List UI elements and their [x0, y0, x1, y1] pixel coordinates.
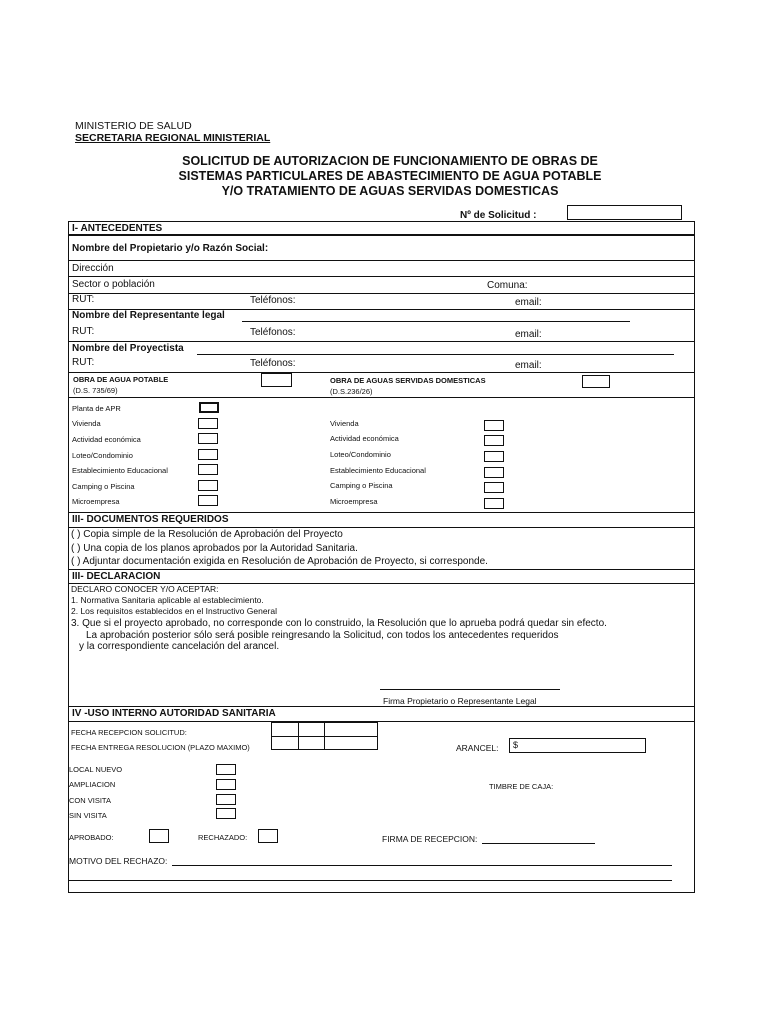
firma-recepcion-label: FIRMA DE RECEPCION: [382, 834, 478, 844]
aguas-servidas-label: OBRA DE AGUAS SERVIDAS DOMESTICAS [330, 376, 486, 385]
rut-label-1: RUT: [72, 294, 95, 305]
local-nuevo-checkbox[interactable] [216, 764, 236, 775]
title-line-3: Y/O TRATAMIENTO DE AGUAS SERVIDAS DOMESTICAS [221, 184, 559, 198]
document-item-1[interactable]: ( ) Copia simple de la Resolución de Aprobación del Proyecto [71, 529, 343, 540]
aguas-servidas-option-label: Actividad económica [330, 434, 399, 443]
form-title [150, 154, 630, 199]
owner-name-label: Nombre del Propietario y/o Razón Social: [72, 243, 269, 254]
con-visita-checkbox[interactable] [216, 794, 236, 805]
agua-potable-option-checkbox[interactable] [198, 480, 218, 491]
agua-potable-ds: (D.S. 735/69) [73, 386, 118, 395]
email-label-2: email: [515, 329, 542, 340]
agua-potable-option-label: Vivienda [72, 419, 101, 428]
currency-symbol: $ [513, 740, 519, 750]
agua-potable-option-label: Microempresa [72, 497, 120, 506]
email-label-3: email: [515, 360, 542, 371]
sin-visita-checkbox[interactable] [216, 808, 236, 819]
aguas-servidas-option-label: Camping o Piscina [330, 481, 393, 490]
motivo-rechazo-label: MOTIVO DEL RECHAZO: [69, 856, 168, 866]
agua-potable-option-label: Actividad económica [72, 435, 141, 444]
legal-rep-label: Nombre del Representante legal [72, 310, 225, 321]
aguas-servidas-option-checkbox[interactable] [484, 498, 504, 509]
agua-potable-option-checkbox[interactable] [198, 418, 218, 429]
aguas-servidas-option-checkbox[interactable] [484, 435, 504, 446]
section-uso-interno-heading: IV -USO INTERNO AUTORIDAD SANITARIA [72, 708, 276, 719]
agua-potable-option-label: Planta de APR [72, 404, 121, 413]
section-documentos-heading: III- DOCUMENTOS REQUERIDOS [72, 514, 229, 525]
aguas-servidas-option-label: Loteo/Condominio [330, 450, 391, 459]
aguas-servidas-option-checkbox[interactable] [484, 482, 504, 493]
agua-potable-option-label: Camping o Piscina [72, 482, 135, 491]
rut-label-3: RUT: [72, 357, 95, 368]
aguas-servidas-option-label: Microempresa [330, 497, 378, 506]
declaracion-intro: DECLARO CONOCER Y/O ACEPTAR: [71, 584, 219, 594]
legal-rep-line[interactable] [242, 321, 630, 322]
ampliacion-checkbox[interactable] [216, 779, 236, 790]
rechazado-label: RECHAZADO: [198, 833, 248, 842]
aguas-servidas-ds: (D.S.236/26) [330, 387, 373, 396]
phones-label-1: Teléfonos: [250, 295, 296, 306]
arancel-label: ARANCEL: [456, 743, 499, 753]
declaracion-item-5: y la correspondiente cancelación del arancel. [79, 641, 280, 652]
sector-label: Sector o población [72, 279, 155, 290]
document-item-3[interactable]: ( ) Adjuntar documentación exigida en Resolución de Aprobación de Proyecto, si corresponde. [71, 556, 488, 567]
aguas-servidas-option-label: Establecimiento Educacional [330, 466, 426, 475]
firma-recepcion-line[interactable] [482, 843, 595, 844]
aprobado-label: APROBADO: [69, 833, 114, 842]
timbre-caja-label: TIMBRE DE CAJA: [489, 782, 554, 791]
declaracion-item-1: 1. Normativa Sanitaria aplicable al establecimiento. [71, 595, 264, 605]
option-sin-visita: SIN VISITA [69, 811, 107, 820]
designer-label: Nombre del Proyectista [72, 343, 184, 354]
ministry-label: MINISTERIO DE SALUD [75, 120, 192, 132]
aguas-servidas-option-checkbox[interactable] [484, 420, 504, 431]
signature-line[interactable] [380, 689, 560, 690]
option-con-visita: CON VISITA [69, 796, 111, 805]
phones-label-3: Teléfonos: [250, 358, 296, 369]
document-item-2[interactable]: ( ) Una copia de los planos aprobados por la Autoridad Sanitaria. [71, 543, 358, 554]
declaracion-item-3: 3. Que si el proyecto aprobado, no corresponde con lo construido, la Resolución que lo aprueba podrá quedar sin efecto. [71, 618, 607, 629]
aprobado-checkbox[interactable] [149, 829, 169, 843]
agua-potable-checkbox[interactable] [261, 373, 292, 387]
fecha-entrega-label: FECHA ENTREGA RESOLUCION (PLAZO MAXIMO) [71, 743, 250, 752]
option-local-nuevo: LOCAL NUEVO [69, 765, 123, 774]
solicitud-number-label: Nº de Solicitud : [460, 210, 537, 221]
aguas-servidas-checkbox[interactable] [582, 375, 610, 388]
section-antecedentes-heading: I- ANTECEDENTES [72, 223, 163, 234]
agua-potable-option-checkbox[interactable] [198, 495, 218, 506]
agua-potable-label: OBRA DE AGUA POTABLE [73, 375, 169, 384]
agua-potable-option-checkbox[interactable] [198, 449, 218, 460]
aguas-servidas-option-checkbox[interactable] [484, 467, 504, 478]
comuna-label: Comuna: [487, 280, 528, 291]
secretariat-label: SECRETARIA REGIONAL MINISTERIAL [75, 132, 271, 144]
aguas-servidas-option-checkbox[interactable] [484, 451, 504, 462]
declaracion-item-4: La aprobación posterior sólo será posible reingresando la Solicitud, con todos los antecedentes requeridos [86, 630, 559, 641]
signature-label: Firma Propietario o Representante Legal [383, 696, 537, 706]
rechazado-checkbox[interactable] [258, 829, 278, 843]
arancel-field[interactable] [509, 738, 646, 753]
address-label: Dirección [72, 263, 114, 274]
aguas-servidas-option-label: Vivienda [330, 419, 359, 428]
agua-potable-option-checkbox[interactable] [198, 433, 218, 444]
email-label-1: email: [515, 297, 542, 308]
option-ampliacion: AMPLIACION [69, 780, 116, 789]
fecha-recepcion-label: FECHA RECEPCION SOLICITUD: [71, 728, 187, 737]
agua-potable-option-checkbox[interactable] [198, 464, 218, 475]
agua-potable-option-label: Establecimiento Educacional [72, 466, 168, 475]
section-declaracion-heading: III- DECLARACION [72, 571, 161, 582]
title-line-1: SOLICITUD DE AUTORIZACION DE FUNCIONAMIENTO DE OBRAS DE [182, 154, 598, 168]
phones-label-2: Teléfonos: [250, 327, 296, 338]
declaracion-item-2: 2. Los requisitos establecidos en el Instructivo General [71, 606, 278, 616]
rut-label-2: RUT: [72, 326, 95, 337]
motivo-rechazo-line-1[interactable] [172, 865, 672, 866]
designer-line[interactable] [197, 354, 674, 355]
motivo-rechazo-line-2[interactable] [69, 880, 672, 881]
agua-potable-option-checkbox[interactable] [199, 402, 219, 413]
title-line-2: SISTEMAS PARTICULARES DE ABASTECIMIENTO DE AGUA POTABLE [178, 169, 602, 183]
agua-potable-option-label: Loteo/Condominio [72, 451, 133, 460]
solicitud-number-field[interactable] [567, 205, 682, 220]
